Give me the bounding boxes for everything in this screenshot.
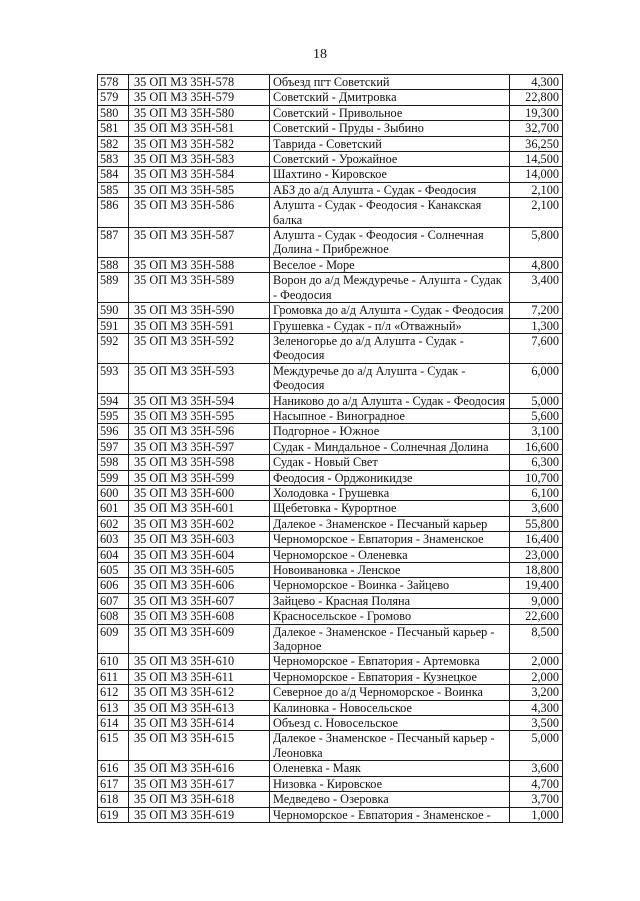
row-number-cell: 587: [98, 228, 129, 258]
road-code-cell: 35 ОП МЗ 35Н-585: [129, 182, 270, 197]
road-length-cell: 22,600: [510, 609, 563, 624]
road-name-cell: Медведево - Озеровка: [270, 792, 510, 807]
table-row: [98, 228, 563, 258]
row-number-cell: 593: [98, 363, 129, 393]
road-name-cell: Щебетовка - Курортное: [270, 501, 510, 516]
road-length-cell: 4,300: [510, 700, 563, 715]
table-row: [98, 424, 563, 439]
table-row: [98, 716, 563, 731]
row-number-cell: 583: [98, 152, 129, 167]
road-name-cell: Ворон до а/д Междуречье - Алушта - Судак - Феодосия: [270, 273, 510, 303]
road-name-cell: Объезд с. Новосельское: [270, 716, 510, 731]
row-number-cell: 601: [98, 501, 129, 516]
row-number-cell: 595: [98, 408, 129, 423]
row-number-cell: 591: [98, 318, 129, 333]
road-name-cell: Грушевка - Судак - п/л «Отважный»: [270, 318, 510, 333]
road-length-cell: 19,400: [510, 578, 563, 593]
road-length-cell: 16,600: [510, 439, 563, 454]
road-code-cell: 35 ОП МЗ 35Н-590: [129, 303, 270, 318]
table-row: [98, 578, 563, 593]
road-name-cell: Судак - Миндальное - Солнечная Долина: [270, 439, 510, 454]
road-name-cell: Зайцево - Красная Поляна: [270, 593, 510, 608]
road-name-cell: Зеленогорье до а/д Алушта - Судак - Феодосия: [270, 333, 510, 363]
table-row: [98, 516, 563, 531]
table-row: [98, 408, 563, 423]
road-code-cell: 35 ОП МЗ 35Н-593: [129, 363, 270, 393]
road-code-cell: 35 ОП МЗ 35Н-606: [129, 578, 270, 593]
road-name-cell: Наниково до а/д Алушта - Судак - Феодосия: [270, 393, 510, 408]
row-number-cell: 597: [98, 439, 129, 454]
row-number-cell: 586: [98, 198, 129, 228]
road-length-cell: 4,700: [510, 776, 563, 791]
road-name-cell: Советский - Дмитровка: [270, 90, 510, 105]
table-row: [98, 685, 563, 700]
row-number-cell: 618: [98, 792, 129, 807]
road-length-cell: 55,800: [510, 516, 563, 531]
row-number-cell: 617: [98, 776, 129, 791]
row-number-cell: 578: [98, 75, 129, 90]
road-name-cell: Черноморское - Оленевка: [270, 547, 510, 562]
row-number-cell: 605: [98, 563, 129, 578]
road-length-cell: 32,700: [510, 121, 563, 136]
road-name-cell: Шахтино - Кировское: [270, 167, 510, 182]
table-row: [98, 439, 563, 454]
road-code-cell: 35 ОП МЗ 35Н-588: [129, 257, 270, 272]
road-name-cell: Алушта - Судак - Феодосия - Солнечная Долина - Прибрежное: [270, 228, 510, 258]
table-row: [98, 182, 563, 197]
table-row: [98, 90, 563, 105]
road-code-cell: 35 ОП МЗ 35Н-594: [129, 393, 270, 408]
road-code-cell: 35 ОП МЗ 35Н-605: [129, 563, 270, 578]
road-name-cell: Далекое - Знаменское - Песчаный карьер - Леоновка: [270, 731, 510, 761]
road-code-cell: 35 ОП МЗ 35Н-584: [129, 167, 270, 182]
road-length-cell: 2,100: [510, 198, 563, 228]
road-code-cell: 35 ОП МЗ 35Н-581: [129, 121, 270, 136]
road-code-cell: 35 ОП МЗ 35Н-591: [129, 318, 270, 333]
road-name-cell: Новоивановка - Ленское: [270, 563, 510, 578]
road-code-cell: 35 ОП МЗ 35Н-597: [129, 439, 270, 454]
row-number-cell: 600: [98, 485, 129, 500]
road-length-cell: 2,100: [510, 182, 563, 197]
table-row: [98, 776, 563, 791]
road-name-cell: Таврида - Советский: [270, 136, 510, 151]
road-length-cell: 9,000: [510, 593, 563, 608]
table-row: [98, 198, 563, 228]
road-name-cell: Черноморское - Евпатория - Кузнецкое: [270, 669, 510, 684]
row-number-cell: 613: [98, 700, 129, 715]
road-length-cell: 1,000: [510, 807, 563, 822]
road-name-cell: Насыпное - Виноградное: [270, 408, 510, 423]
table-row: [98, 731, 563, 761]
road-name-cell: Междуречье до а/д Алушта - Судак - Феодосия: [270, 363, 510, 393]
road-code-cell: 35 ОП МЗ 35Н-582: [129, 136, 270, 151]
road-length-cell: 36,250: [510, 136, 563, 151]
road-code-cell: 35 ОП МЗ 35Н-608: [129, 609, 270, 624]
table-row: [98, 654, 563, 669]
table-row: [98, 624, 563, 654]
table-row: [98, 470, 563, 485]
road-name-cell: Черноморское - Евпатория - Артемовка: [270, 654, 510, 669]
road-length-cell: 3,600: [510, 501, 563, 516]
row-number-cell: 584: [98, 167, 129, 182]
row-number-cell: 608: [98, 609, 129, 624]
road-name-cell: Громовка до а/д Алушта - Судак - Феодосия: [270, 303, 510, 318]
road-length-cell: 5,600: [510, 408, 563, 423]
road-length-cell: 14,500: [510, 152, 563, 167]
row-number-cell: 582: [98, 136, 129, 151]
road-code-cell: 35 ОП МЗ 35Н-586: [129, 198, 270, 228]
road-code-cell: 35 ОП МЗ 35Н-592: [129, 333, 270, 363]
road-length-cell: 2,000: [510, 669, 563, 684]
road-name-cell: Далекое - Знаменское - Песчаный карьер - Задорное: [270, 624, 510, 654]
road-length-cell: 18,800: [510, 563, 563, 578]
road-name-cell: Низовка - Кировское: [270, 776, 510, 791]
road-code-cell: 35 ОП МЗ 35Н-580: [129, 105, 270, 120]
row-number-cell: 588: [98, 257, 129, 272]
road-code-cell: 35 ОП МЗ 35Н-614: [129, 716, 270, 731]
road-length-cell: 6,300: [510, 455, 563, 470]
road-name-cell: Советский - Пруды - Зыбино: [270, 121, 510, 136]
road-code-cell: 35 ОП МЗ 35Н-616: [129, 761, 270, 776]
road-code-cell: 35 ОП МЗ 35Н-600: [129, 485, 270, 500]
road-length-cell: 3,400: [510, 273, 563, 303]
road-code-cell: 35 ОП МЗ 35Н-610: [129, 654, 270, 669]
table-row: [98, 501, 563, 516]
road-code-cell: 35 ОП МЗ 35Н-599: [129, 470, 270, 485]
road-code-cell: 35 ОП МЗ 35Н-603: [129, 532, 270, 547]
page-number: 18: [313, 47, 327, 62]
road-name-cell: Красносельское - Громово: [270, 609, 510, 624]
road-length-cell: 5,800: [510, 228, 563, 258]
row-number-cell: 607: [98, 593, 129, 608]
row-number-cell: 604: [98, 547, 129, 562]
table-row: [98, 669, 563, 684]
table-row: [98, 303, 563, 318]
table-row: [98, 792, 563, 807]
row-number-cell: 590: [98, 303, 129, 318]
road-name-cell: Холодовка - Грушевка: [270, 485, 510, 500]
road-length-cell: 2,000: [510, 654, 563, 669]
road-length-cell: 14,000: [510, 167, 563, 182]
row-number-cell: 594: [98, 393, 129, 408]
table-row: [98, 563, 563, 578]
road-name-cell: Черноморское - Воинка - Зайцево: [270, 578, 510, 593]
road-code-cell: 35 ОП МЗ 35Н-579: [129, 90, 270, 105]
row-number-cell: 614: [98, 716, 129, 731]
table-row: [98, 761, 563, 776]
road-code-cell: 35 ОП МЗ 35Н-587: [129, 228, 270, 258]
table-row: [98, 333, 563, 363]
row-number-cell: 610: [98, 654, 129, 669]
row-number-cell: 619: [98, 807, 129, 822]
row-number-cell: 616: [98, 761, 129, 776]
table-row: [98, 700, 563, 715]
table-row: [98, 136, 563, 151]
row-number-cell: 609: [98, 624, 129, 654]
road-length-cell: 3,500: [510, 716, 563, 731]
road-name-cell: Черноморское - Евпатория - Знаменское: [270, 532, 510, 547]
road-length-cell: 5,000: [510, 393, 563, 408]
road-code-cell: 35 ОП МЗ 35Н-595: [129, 408, 270, 423]
road-length-cell: 10,700: [510, 470, 563, 485]
road-length-cell: 16,400: [510, 532, 563, 547]
table-row: [98, 532, 563, 547]
road-length-cell: 19,300: [510, 105, 563, 120]
road-code-cell: 35 ОП МЗ 35Н-612: [129, 685, 270, 700]
road-length-cell: 8,500: [510, 624, 563, 654]
road-name-cell: Советский - Привольное: [270, 105, 510, 120]
table-row: [98, 455, 563, 470]
road-code-cell: 35 ОП МЗ 35Н-578: [129, 75, 270, 90]
table-row: [98, 121, 563, 136]
road-name-cell: Объезд пгт Советский: [270, 75, 510, 90]
road-name-cell: Веселое - Море: [270, 257, 510, 272]
table-row: [98, 75, 563, 90]
roads-table-body: [98, 75, 563, 823]
road-name-cell: Калиновка - Новосельское: [270, 700, 510, 715]
road-code-cell: 35 ОП МЗ 35Н-611: [129, 669, 270, 684]
table-row: [98, 593, 563, 608]
road-code-cell: 35 ОП МЗ 35Н-613: [129, 700, 270, 715]
row-number-cell: 585: [98, 182, 129, 197]
road-code-cell: 35 ОП МЗ 35Н-615: [129, 731, 270, 761]
road-length-cell: 3,100: [510, 424, 563, 439]
row-number-cell: 598: [98, 455, 129, 470]
road-code-cell: 35 ОП МЗ 35Н-609: [129, 624, 270, 654]
road-length-cell: 4,300: [510, 75, 563, 90]
road-code-cell: 35 ОП МЗ 35Н-589: [129, 273, 270, 303]
road-length-cell: 3,700: [510, 792, 563, 807]
row-number-cell: 612: [98, 685, 129, 700]
table-row: [98, 273, 563, 303]
row-number-cell: 603: [98, 532, 129, 547]
row-number-cell: 606: [98, 578, 129, 593]
table-row: [98, 318, 563, 333]
road-code-cell: 35 ОП МЗ 35Н-583: [129, 152, 270, 167]
row-number-cell: 589: [98, 273, 129, 303]
road-name-cell: Черноморское - Евпатория - Знаменское -: [270, 807, 510, 822]
road-length-cell: 7,600: [510, 333, 563, 363]
row-number-cell: 581: [98, 121, 129, 136]
road-code-cell: 35 ОП МЗ 35Н-607: [129, 593, 270, 608]
table-row: [98, 485, 563, 500]
road-code-cell: 35 ОП МЗ 35Н-598: [129, 455, 270, 470]
table-row: [98, 167, 563, 182]
road-code-cell: 35 ОП МЗ 35Н-619: [129, 807, 270, 822]
table-row: [98, 393, 563, 408]
road-length-cell: 22,800: [510, 90, 563, 105]
row-number-cell: 579: [98, 90, 129, 105]
road-code-cell: 35 ОП МЗ 35Н-596: [129, 424, 270, 439]
row-number-cell: 599: [98, 470, 129, 485]
road-code-cell: 35 ОП МЗ 35Н-601: [129, 501, 270, 516]
road-length-cell: 23,000: [510, 547, 563, 562]
road-length-cell: 5,000: [510, 731, 563, 761]
row-number-cell: 592: [98, 333, 129, 363]
roads-table: [97, 74, 563, 823]
table-row: [98, 363, 563, 393]
row-number-cell: 615: [98, 731, 129, 761]
road-name-cell: Феодосия - Орджоникидзе: [270, 470, 510, 485]
road-name-cell: Северное до а/д Черноморское - Воинка: [270, 685, 510, 700]
road-length-cell: 7,200: [510, 303, 563, 318]
road-name-cell: Оленевка - Маяк: [270, 761, 510, 776]
table-row: [98, 257, 563, 272]
road-name-cell: Судак - Новый Свет: [270, 455, 510, 470]
road-name-cell: Подгорное - Южное: [270, 424, 510, 439]
table-row: [98, 105, 563, 120]
road-length-cell: 6,000: [510, 363, 563, 393]
table-row: [98, 609, 563, 624]
road-length-cell: 3,200: [510, 685, 563, 700]
road-code-cell: 35 ОП МЗ 35Н-602: [129, 516, 270, 531]
table-row: [98, 547, 563, 562]
row-number-cell: 596: [98, 424, 129, 439]
row-number-cell: 611: [98, 669, 129, 684]
row-number-cell: 580: [98, 105, 129, 120]
road-code-cell: 35 ОП МЗ 35Н-617: [129, 776, 270, 791]
table-row: [98, 807, 563, 822]
road-name-cell: АБЗ до а/д Алушта - Судак - Феодосия: [270, 182, 510, 197]
road-code-cell: 35 ОП МЗ 35Н-604: [129, 547, 270, 562]
road-length-cell: 3,600: [510, 761, 563, 776]
road-code-cell: 35 ОП МЗ 35Н-618: [129, 792, 270, 807]
road-name-cell: Далекое - Знаменское - Песчаный карьер: [270, 516, 510, 531]
road-length-cell: 4,800: [510, 257, 563, 272]
road-length-cell: 1,300: [510, 318, 563, 333]
road-length-cell: 6,100: [510, 485, 563, 500]
table-row: [98, 152, 563, 167]
row-number-cell: 602: [98, 516, 129, 531]
road-name-cell: Советский - Урожайное: [270, 152, 510, 167]
road-name-cell: Алушта - Судак - Феодосия - Канакская балка: [270, 198, 510, 228]
